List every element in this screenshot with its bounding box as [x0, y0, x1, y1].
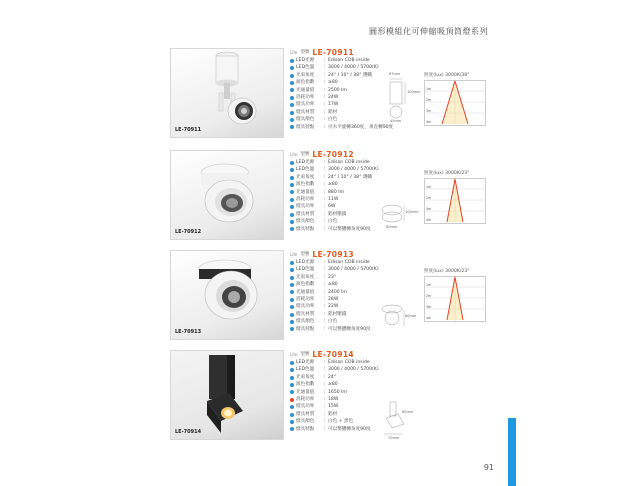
dimension-label: 45mm: [390, 119, 402, 123]
spec-label: 消耗功率: [296, 397, 315, 403]
spec-value: ≥80: [328, 282, 338, 288]
spec-value: 24°: [328, 374, 337, 380]
beam-title: 照度(lux) 3000K/38°: [424, 73, 470, 78]
beam-row-label: 2m: [426, 196, 432, 200]
spec-value: 24° / 10° / 38° 選購: [328, 174, 373, 180]
dimension-label: 67mm: [389, 72, 401, 76]
spec-label: LED光源: [296, 160, 315, 165]
spotlight-large-icon: [171, 251, 283, 339]
spec-row: LED光源 : Edison COB inside: [290, 359, 418, 366]
bullet-icon: [290, 398, 294, 402]
spec-value: 白色 + 黑色: [328, 419, 354, 425]
spec-label: 燈具材質: [296, 311, 315, 317]
photo-label: LE-70914: [175, 429, 202, 435]
spec-value: 鋁材: [328, 411, 338, 417]
bullet-icon: [290, 220, 294, 224]
spec-value: 24W: [328, 95, 339, 101]
spotlight-rotatable-icon: [171, 151, 283, 239]
bullet-icon: [290, 427, 294, 431]
lite-badge: Lite: [290, 251, 298, 257]
spec-value: 22W: [328, 304, 339, 310]
spec-label: 演色指數: [296, 182, 315, 188]
bullet-icon: [290, 383, 294, 387]
spec-row: 光通量值 : 880 lm: [290, 189, 418, 196]
spec-value: 可以整體轉角度90度: [328, 426, 371, 432]
side-color-bar: [508, 418, 516, 486]
page-header-title: 圓形模組化可伸縮吸頂筒燈系列: [369, 27, 488, 36]
spec-label: 燈具顏色: [296, 419, 315, 425]
spec-value: ≥80: [328, 382, 338, 388]
spec-label: 燈具顏色: [296, 117, 315, 123]
bullet-icon: [290, 376, 294, 380]
spec-value: 可水平旋轉360度，垂直轉90度: [328, 124, 394, 130]
dimension-label: 80mm: [386, 225, 398, 229]
spotlight-square-icon: [171, 351, 283, 439]
bullet-icon: [290, 96, 294, 100]
lite-badge: Lite: [290, 49, 298, 55]
bullet-icon: [290, 161, 294, 165]
spec-value: 3000 / 4000 / 5700(K): [328, 167, 379, 173]
spec-label: LED色溫: [296, 267, 315, 273]
beam-row-label: 3m: [426, 109, 432, 113]
spec-value: 3000 / 4000 / 5700(K): [328, 367, 379, 373]
bullet-icon: [290, 368, 294, 372]
spec-row: 光束角度 : 24° / 10° / 38° 選購: [290, 72, 418, 79]
dimension-drawing-le-70912: [378, 200, 419, 232]
bullet-icon: [290, 227, 294, 231]
bullet-icon: [290, 198, 294, 202]
bullet-icon: [290, 118, 294, 122]
spec-label: LED色溫: [296, 167, 315, 173]
beam-row-label: 4m: [426, 316, 432, 320]
bullet-icon: [290, 183, 294, 187]
bullet-icon: [290, 420, 294, 424]
photo-label: LE-70912: [175, 229, 202, 235]
spec-label: 燈具功率: [296, 304, 315, 310]
dimension-label: 80mm: [405, 314, 417, 318]
spec-row: LED色溫 : 3000 / 4000 / 5700(K): [290, 64, 418, 71]
dimension-drawing-le-70911: [385, 72, 421, 123]
spec-label: 燈具材質: [296, 411, 315, 417]
spec-value: 白色: [328, 117, 338, 123]
bullet-icon: [290, 361, 294, 365]
beam-row-label: 1m: [426, 185, 432, 189]
spec-row: 光通量值 : 2500 lm: [290, 87, 418, 94]
dimension-label: 80mm: [402, 410, 414, 414]
spec-label: 燈具特點: [296, 226, 315, 232]
spec-row: 燈具顏色 : 白色: [290, 318, 418, 325]
spec-row: 演色指數 : ≥80: [290, 181, 418, 188]
page-number: 91: [483, 463, 494, 472]
bullet-icon: [290, 305, 294, 309]
bullet-icon: [290, 213, 294, 217]
beam-chart-le-70911: [424, 72, 486, 126]
spec-value: 可以整體轉角度90度: [328, 226, 371, 232]
bullet-icon: [290, 405, 294, 409]
model-tag: 型號: [300, 351, 310, 357]
bullet-icon: [290, 268, 294, 272]
spec-row: 燈具材質 : 鋁材壓鑄: [290, 311, 418, 318]
spec-row: 光束角度 : 23°: [290, 274, 418, 281]
spec-label: 光束角度: [296, 174, 315, 180]
beam-title: 照度(lux) 3000K/23°: [424, 269, 470, 274]
dimension-drawing-le-70914: [380, 400, 414, 440]
spec-row: LED色溫 : 3000 / 4000 / 5700(K): [290, 266, 418, 273]
spec-value: 可以整體轉角度90度: [328, 326, 371, 332]
photo-label: LE-70913: [175, 329, 202, 335]
bullet-icon: [290, 176, 294, 180]
spec-row: 燈具顏色 : 白色: [290, 116, 418, 123]
spec-row: 燈具材質 : 鋁材: [290, 109, 418, 116]
spec-row: 燈具功率 : 17W: [290, 101, 418, 108]
spec-row: 燈具特點 : 可以整體轉角度90度: [290, 426, 418, 433]
spec-value: 2400 lm: [328, 289, 347, 295]
spec-value: Edison COB inside: [328, 360, 370, 365]
spec-label: 光束角度: [296, 274, 315, 280]
spec-label: 燈具特點: [296, 124, 315, 130]
spec-label: 燈具功率: [296, 102, 315, 108]
model-name: LE-70912: [312, 149, 354, 159]
dimension-drawing-le-70913: [378, 300, 417, 330]
beam-row-label: 3m: [426, 207, 432, 211]
spec-value: 24° / 10° / 38° 選購: [328, 72, 373, 78]
beam-row-label: 2m: [426, 98, 432, 102]
beam-row-label: 4m: [426, 218, 432, 222]
spec-row: 燈具特點 : 可水平旋轉360度，垂直轉90度: [290, 124, 418, 131]
spec-row: 燈具顏色 : 白色 + 黑色: [290, 418, 418, 425]
beam-row-label: 4m: [426, 120, 432, 124]
spec-row: 演色指數 : ≥80: [290, 79, 418, 86]
spec-value: 白色: [328, 219, 338, 225]
spec-label: 光通量值: [296, 389, 315, 395]
spec-label: 燈具特點: [296, 326, 315, 332]
spec-value: 15W: [328, 404, 339, 410]
spec-row: LED色溫 : 3000 / 4000 / 5700(K): [290, 166, 418, 173]
bullet-icon: [290, 74, 294, 78]
product-photo-le-70911: [170, 48, 284, 138]
bullet-icon: [290, 320, 294, 324]
spec-label: 消耗功率: [296, 297, 315, 303]
spec-label: 燈具功率: [296, 404, 315, 410]
product-photo-le-70912: [170, 150, 284, 240]
spec-label: 演色指數: [296, 80, 315, 86]
beam-chart-le-70913: [424, 268, 486, 322]
spec-label: 光束角度: [296, 374, 315, 380]
bullet-icon: [290, 390, 294, 394]
spec-value: 6W: [328, 204, 336, 210]
spec-value: 17W: [328, 102, 339, 108]
spec-value: 28W: [328, 297, 339, 303]
spec-row: LED光源 : Edison COB inside: [290, 57, 418, 64]
spec-row: LED光源 : Edison COB inside: [290, 159, 418, 166]
model-tag: 型號: [300, 251, 310, 257]
spec-label: 燈具材質: [296, 109, 315, 115]
spec-row: 消耗功率 : 24W: [290, 94, 418, 101]
beam-row-label: 1m: [426, 283, 432, 287]
spec-row: LED光源 : Edison COB inside: [290, 259, 418, 266]
spec-row: 燈具材質 : 鋁材壓鑄: [290, 211, 418, 218]
spec-row: LED色溫 : 3000 / 4000 / 5700(K): [290, 366, 418, 373]
spec-value: 白色: [328, 319, 338, 325]
spec-row: 消耗功率 : 18W: [290, 396, 418, 403]
spec-value: Edison COB inside: [328, 160, 370, 165]
spec-row: 演色指數 : ≥80: [290, 381, 418, 388]
spec-row: 演色指數 : ≥80: [290, 281, 418, 288]
spec-row: 光束角度 : 24° / 10° / 38° 選購: [290, 174, 418, 181]
spec-value: 23°: [328, 274, 337, 280]
product-photo-le-70913: [170, 250, 284, 340]
spec-value: 鋁材壓鑄: [328, 211, 347, 217]
bullet-icon: [290, 283, 294, 287]
bullet-icon: [290, 261, 294, 265]
bullet-icon: [290, 111, 294, 115]
dimension-label: 70mm: [388, 436, 400, 440]
spec-value: ≥80: [328, 80, 338, 86]
spec-row: 燈具顏色 : 白色: [290, 218, 418, 225]
bullet-icon: [290, 290, 294, 294]
spec-row: 光通量值 : 2400 lm: [290, 289, 418, 296]
photo-label: LE-70911: [175, 127, 202, 133]
bullet-icon: [290, 103, 294, 107]
spec-row: 消耗功率 : 28W: [290, 296, 418, 303]
spec-label: 燈具顏色: [296, 319, 315, 325]
spec-row: 燈具功率 : 6W: [290, 203, 418, 210]
model-name: LE-70911: [312, 47, 354, 57]
spec-label: LED色溫: [296, 65, 315, 71]
beam-row-label: 3m: [426, 305, 432, 309]
bullet-icon: [290, 81, 294, 85]
bullet-icon: [290, 190, 294, 194]
spec-value: 3000 / 4000 / 5700(K): [328, 65, 379, 71]
spec-row: 燈具功率 : 15W: [290, 403, 418, 410]
spec-value: Edison COB inside: [328, 58, 370, 63]
spec-row: 光束角度 : 24°: [290, 374, 418, 381]
bullet-icon: [290, 168, 294, 172]
spec-label: 燈具功率: [296, 204, 315, 210]
beam-title: 照度(lux) 3000K/23°: [424, 171, 470, 176]
spec-label: LED色溫: [296, 367, 315, 373]
spec-value: 1650 lm: [328, 389, 347, 395]
spotlight-surface-icon: [171, 49, 283, 137]
spec-row: 消耗功率 : 11W: [290, 196, 418, 203]
spec-label: LED光源: [296, 360, 315, 365]
product-photo-le-70914: [170, 350, 284, 440]
spec-label: 光通量值: [296, 289, 315, 295]
spec-row: 燈具特點 : 可以整體轉角度90度: [290, 226, 418, 233]
bullet-icon: [290, 276, 294, 280]
bullet-icon: [290, 88, 294, 92]
spec-label: 光通量值: [296, 189, 315, 195]
spec-label: 燈具顏色: [296, 219, 315, 225]
beam-chart-le-70912: [424, 170, 486, 224]
spec-row: 燈具材質 : 鋁材: [290, 411, 418, 418]
dimension-label: 100mm: [405, 210, 419, 214]
spec-value: ≥80: [328, 182, 338, 188]
spec-label: 光通量值: [296, 87, 315, 93]
spec-value: 880 lm: [328, 189, 344, 195]
beam-row-label: 2m: [426, 294, 432, 298]
spec-value: 11W: [328, 197, 339, 203]
spec-value: 鋁材: [328, 109, 338, 115]
bullet-icon: [290, 327, 294, 331]
spec-row: 燈具特點 : 可以整體轉角度90度: [290, 326, 418, 333]
spec-label: 演色指數: [296, 382, 315, 388]
lite-badge: Lite: [290, 151, 298, 157]
spec-value: 18W: [328, 397, 339, 403]
spec-value: 3000 / 4000 / 5700(K): [328, 267, 379, 273]
spec-row: 燈具功率 : 22W: [290, 303, 418, 310]
spec-label: LED光源: [296, 58, 315, 63]
bullet-icon: [290, 313, 294, 317]
spec-label: 燈具特點: [296, 426, 315, 432]
bullet-icon: [290, 298, 294, 302]
beam-row-label: 1m: [426, 87, 432, 91]
spec-value: 2500 lm: [328, 87, 347, 93]
bullet-icon: [290, 59, 294, 63]
spec-label: LED光源: [296, 260, 315, 265]
dimension-label: 100mm: [407, 90, 421, 94]
model-tag: 型號: [300, 49, 310, 55]
spec-label: 光束角度: [296, 72, 315, 78]
bullet-icon: [290, 66, 294, 70]
spec-label: 消耗功率: [296, 95, 315, 101]
bullet-icon: [290, 125, 294, 129]
bullet-icon: [290, 205, 294, 209]
spec-value: Edison COB inside: [328, 260, 370, 265]
bullet-icon: [290, 413, 294, 417]
spec-label: 消耗功率: [296, 197, 315, 203]
spec-label: 演色指數: [296, 282, 315, 288]
lite-badge: Lite: [290, 351, 298, 357]
model-tag: 型號: [300, 151, 310, 157]
model-name: LE-70913: [312, 249, 354, 259]
spec-row: 光通量值 : 1650 lm: [290, 389, 418, 396]
model-name: LE-70914: [312, 349, 354, 359]
spec-value: 鋁材壓鑄: [328, 311, 347, 317]
spec-label: 燈具材質: [296, 211, 315, 217]
